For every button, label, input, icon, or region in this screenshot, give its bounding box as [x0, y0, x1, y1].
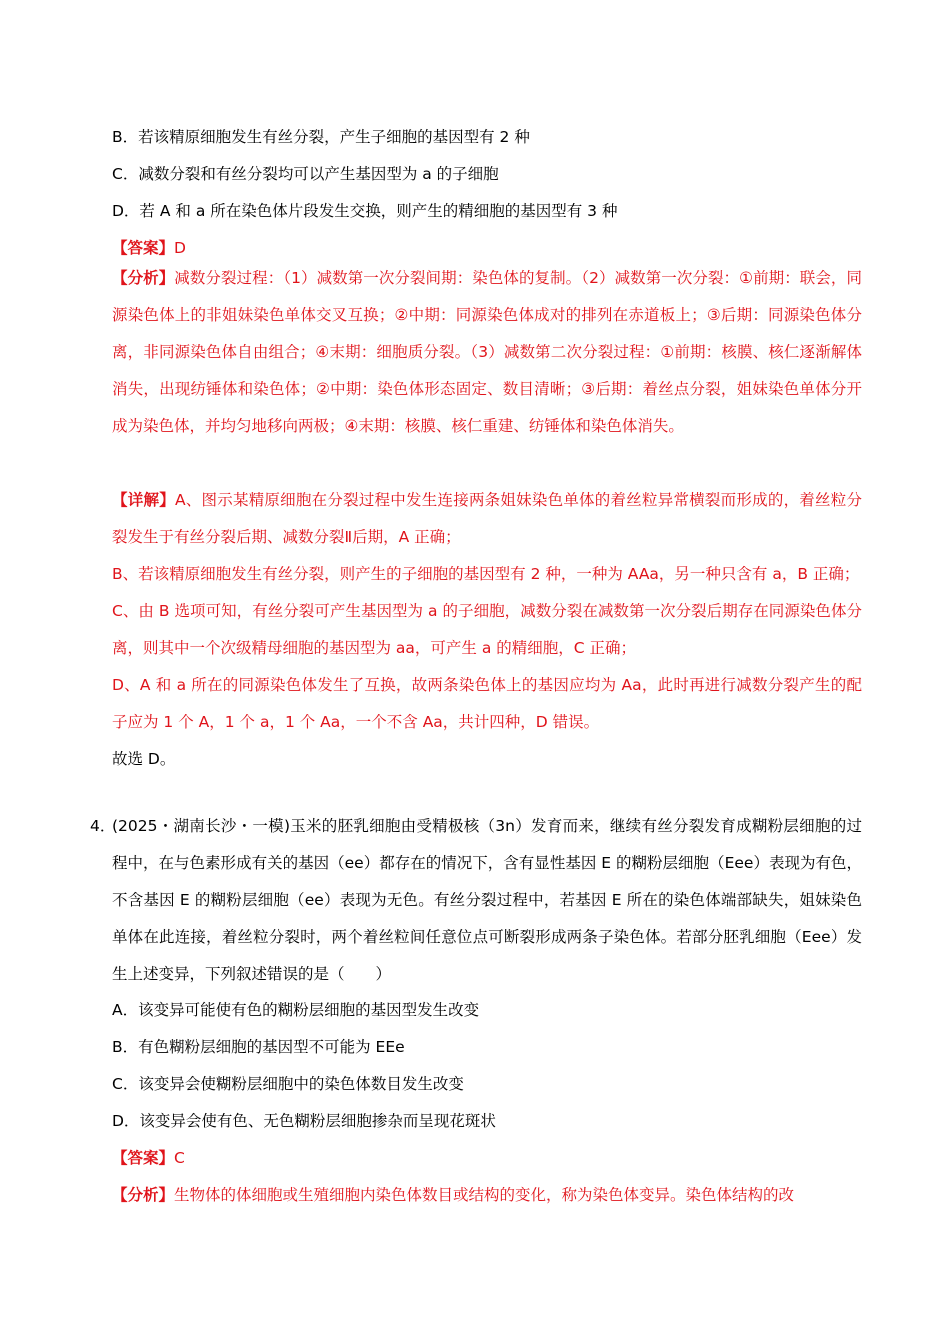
q3-detail-b: B、若该精原细胞发生有丝分裂，则产生的子细胞的基因型有 2 种，一种为 AAa，另一种只含有 a，B 正确； [112, 565, 860, 583]
analysis-text: 生物体的体细胞或生殖细胞内染色体数目或结构的变化，称为染色体变异。染色体结构的改 [174, 1186, 795, 1204]
detail-label: 【详解】 [112, 491, 175, 509]
q3-analysis [112, 260, 862, 445]
answer-value: D [174, 239, 186, 257]
q3-option-d: D．若 A 和 a 所在染色体片段发生交换，则产生的精细胞的基因型有 3 种 [112, 202, 618, 220]
q3-conclusion: 故选 D。 [112, 750, 176, 768]
q3-detail-d: D、A 和 a 所在的同源染色体发生了互换，故两条染色体上的基因应均为 Aa，此时再进行减数分裂产生的配子应为 1 个 A，1 个 a，1 个 Aa，一个不含 Aa，共计四种，D 错误。 [112, 676, 862, 731]
answer-label: 【答案】 [112, 1149, 175, 1167]
q4-option-a: A．该变异可能使有色的糊粉层细胞的基因型发生改变 [112, 1001, 480, 1019]
q4-option-d: D．该变异会使有色、无色糊粉层细胞掺杂而呈现花斑状 [112, 1112, 496, 1130]
q4-option-b: B．有色糊粉层细胞的基因型不可能为 EEe [112, 1038, 405, 1056]
detail-a-text: A、图示某精原细胞在分裂过程中发生连接两条姐妹染色单体的着丝粒异常横裂而形成的，着丝粒分裂发生于有丝分裂后期、减数分裂Ⅱ后期，A 正确； [112, 491, 862, 546]
answer-label: 【答案】 [112, 239, 175, 257]
answer-value: C [174, 1149, 185, 1167]
analysis-label: 【分析】 [112, 1186, 175, 1204]
q4-number: 4． [90, 817, 116, 835]
analysis-text: 减数分裂过程：（1）减数第一次分裂间期：染色体的复制。（2）减数第一次分裂：①前期：联会，同源染色体上的非姐妹染色单体交叉互换；②中期：同源染色体成对的排列在赤道板上；③后期：同源染色体分离，非同源染色体自由组合；④末期：细胞质分裂。（3）减数第二次分裂过程：①前期：核膜、核仁逐渐解体消失，出现纺锤体和染色体；②中期：染色体形态固定、数目清晰；③后期：着丝点分裂，姐妹染色单体分开成为染色体，并均匀地移向两极；④末期：核膜、核仁重建、纺锤体和染色体消失。 [112, 269, 862, 435]
q3-option-c: C．减数分裂和有丝分裂均可以产生基因型为 a 的子细胞 [112, 165, 499, 183]
analysis-label: 【分析】 [112, 269, 175, 287]
q3-option-b: B．若该精原细胞发生有丝分裂，产生子细胞的基因型有 2 种 [112, 128, 530, 146]
q3-detail-a [112, 482, 862, 556]
q3-detail [112, 482, 862, 778]
q4-options [112, 992, 862, 1214]
q4-answer [112, 1140, 862, 1177]
q4-stem: (2025・湖南长沙・一模)玉米的胚乳细胞由受精极核（3n）发育而来，继续有丝分裂发育成糊粉层细胞的过程中，在与色素形成有关的基因（ee）都存在的情况下，含有显性基因 E 的糊粉层细胞（Eee）表现为有色，不含基因 E 的糊粉层细胞（ee）表现为无色。有丝分裂过程中，若基因 E 所在的染色体端部缺失，姐妹染色单体在此连接，着丝粒分裂时，两个着丝粒间任意位点可断裂形成两条子染色体。若部分胚乳细胞（Eee）发生上述变异，下列叙述错误的是（ ） [112, 817, 862, 983]
q3-options [112, 119, 862, 267]
q3-detail-c: C、由 B 选项可知，有丝分裂可产生基因型为 a 的子细胞，减数分裂在减数第一次分裂后期存在同源染色体分离，则其中一个次级精母细胞的基因型为 aa，可产生 a 的精细胞，C 正确； [112, 602, 862, 657]
q4-option-c: C．该变异会使糊粉层细胞中的染色体数目发生改变 [112, 1075, 464, 1093]
q4-analysis [112, 1177, 862, 1214]
